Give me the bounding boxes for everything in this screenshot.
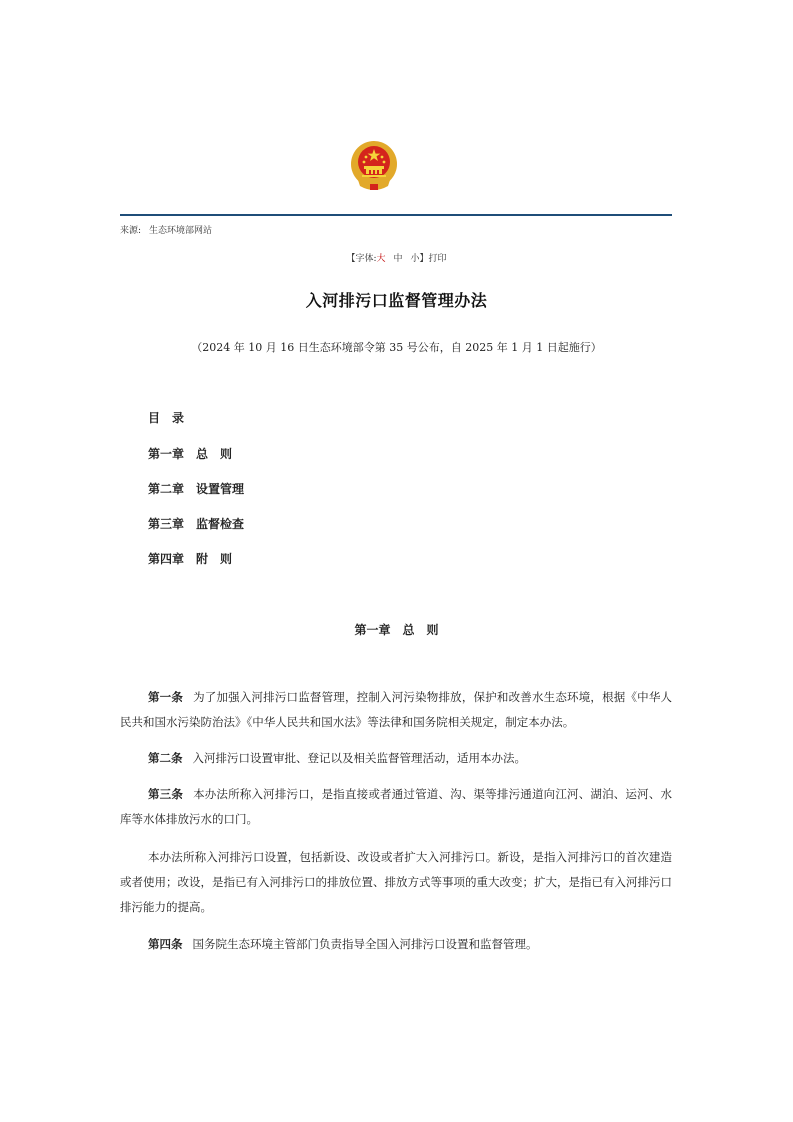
promulgation-note: （2024 年 10 月 16 日生态环境部令第 35 号公布，自 2025 年 1 月 1 日起施行） [191, 341, 602, 354]
font-bar-suffix: 】 [419, 254, 429, 264]
article-text: 国务院生态环境主管部门负责指导全国入河排污口设置和监督管理。 [192, 937, 538, 951]
article-text: 本办法所称入河排污口设置，包括新设、改设或者扩大入河排污口。新设，是指入河排污口的首次建造或者使用；改设，是指已有入河排污口的排放位置、排放方式等事项的重大改变；扩大，是指已有入河排污口排污能力的提高。 [120, 850, 672, 914]
article-paragraph [120, 746, 672, 771]
toc-item: 第三章 监督检查 [148, 517, 245, 531]
article-paragraph [120, 782, 672, 832]
font-size-bar [0, 251, 793, 264]
font-medium-link[interactable]: 中 [393, 254, 403, 264]
source-value: 生态环境部网站 [149, 226, 213, 236]
toc-heading: 目 录 [148, 411, 185, 425]
article-paragraph [120, 685, 672, 735]
article-label: 第三条 [148, 787, 184, 801]
source-line [120, 223, 212, 236]
font-bar-prefix: 【字体: [346, 254, 377, 264]
toc-item: 第四章 附 则 [148, 552, 233, 566]
national-emblem-icon [350, 140, 398, 192]
article-text: 入河排污口设置审批、登记以及相关监督管理活动，适用本办法。 [192, 751, 526, 765]
chapter-heading: 第一章 总 则 [354, 623, 439, 637]
font-small-link[interactable]: 小 [410, 254, 420, 264]
article-text: 为了加强入河排污口监督管理，控制入河污染物排放，保护和改善水生态环境，根据《中华人民共和国水污染防治法》《中华人民共和国水法》等法律和国务院相关规定，制定本办法。 [120, 690, 672, 729]
source-label: 来源: [120, 226, 142, 236]
article-text: 本办法所称入河排污口，是指直接或者通过管道、沟、渠等排污通道向江河、湖泊、运河、水库等水体排放污水的口门。 [120, 787, 672, 826]
article-label: 第四条 [148, 937, 183, 951]
print-link[interactable]: 打印 [428, 254, 447, 264]
header-divider [120, 214, 672, 216]
article-label: 第一条 [148, 690, 184, 704]
article-paragraph [120, 932, 672, 957]
toc-item: 第二章 设置管理 [148, 482, 245, 496]
article-label: 第二条 [148, 751, 183, 765]
article-paragraph [120, 845, 672, 920]
font-large-link[interactable]: 大 [376, 254, 386, 264]
document-title: 入河排污口监督管理办法 [305, 291, 488, 310]
toc-item: 第一章 总 则 [148, 447, 233, 461]
